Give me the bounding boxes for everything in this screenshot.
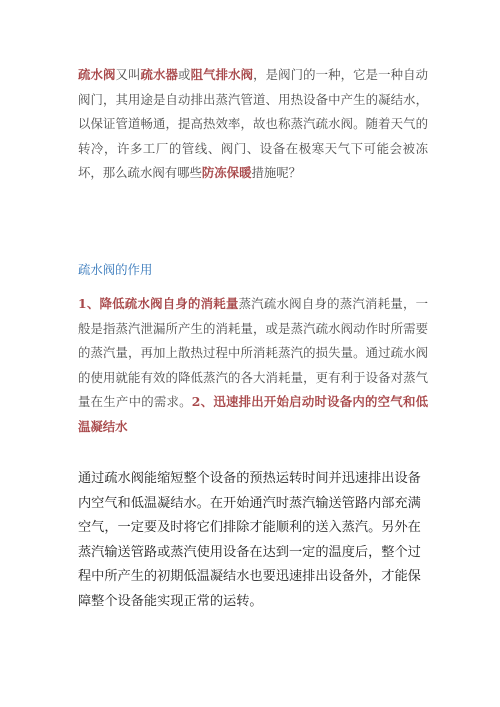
intro-text-3: ，是阀门的一种，它是一种自动阀门，其用途是自动排出蒸汽管道、用热设备中产生的凝结水，以保证管道畅通，提高热效率，故也称蒸汽疏水阀。随着天气的转冷，许多工厂的管线、阀门、设备在极寒天气下可能会被冻坏，那么疏水阀有哪些	[78, 67, 429, 180]
term-drainer: 疏水器	[140, 67, 179, 82]
term-gas-block-drain-valve: 阻气排水阀	[190, 67, 254, 82]
intro-paragraph	[78, 63, 428, 186]
intro-text-1: 又叫	[115, 67, 141, 82]
point1-title: 1、降低疏水阀自身的消耗量	[78, 296, 239, 311]
point2-title: 2、迅速排出开始启动时设备内的空气和低温凝结水	[78, 394, 429, 434]
section-heading: 疏水阀的作用	[78, 262, 153, 277]
intro-text-2: 或	[178, 67, 191, 82]
intro-text-4: 措施呢？	[251, 165, 302, 180]
point1-body: 蒸汽疏水阀自身的蒸汽消耗量，一般是指蒸汽泄漏所产生的消耗量，或是蒸汽疏水阀动作时所需要的蒸汽量，再加上散热过程中所消耗蒸汽的损失量。通过疏水阀的使用就能有效的降低蒸汽的各大消耗量，更有利于设备对蒸气量在生产中的需求。	[78, 296, 429, 409]
point2-paragraph: 通过疏水阀能缩短整个设备的预热运转时间并迅速排出设备内空气和低温凝结水。在开始通汽时蒸汽输送管路内部充满空气，一定要及时将它们排除才能顺利的送入蒸汽。另外在蒸汽输送管路或蒸汽使用设备在达到一定的温度后，整个过程中所产生的初期低温凝结水也要迅速排出设备外，才能保障整个设备能实现正常的运转。	[78, 471, 421, 609]
point1-paragraph	[78, 292, 428, 439]
term-steam-trap: 疏水阀	[78, 67, 116, 82]
term-antifreeze: 防冻保暖	[201, 165, 252, 180]
